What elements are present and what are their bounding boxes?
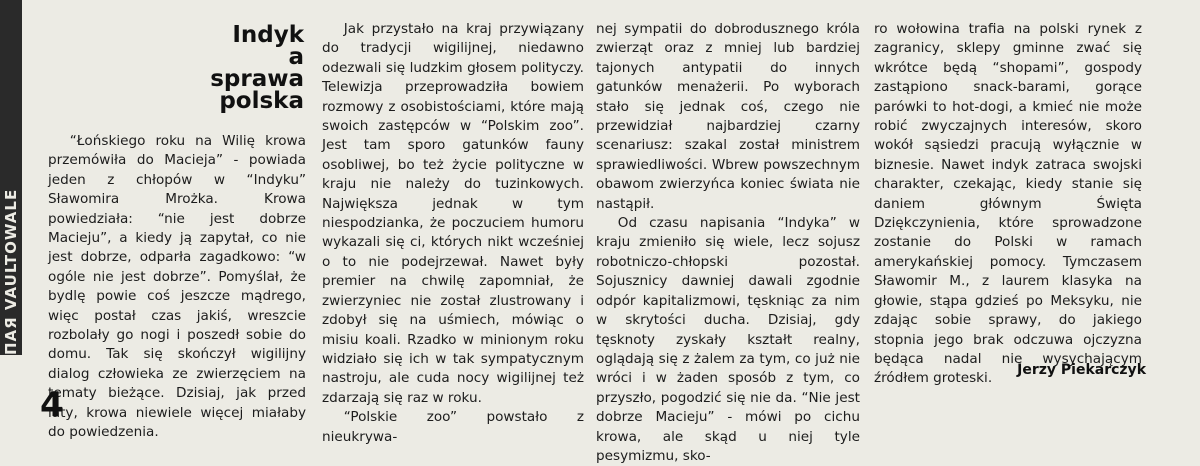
paragraph: ro wołowina trafia na polski rynek z zagranicy, sklepy gminne zwać się wkrótce będą “shopami”, gospody zastąpiono snack-barami, gorące parówki to hot-dogi, a kmieć nie może robić zwyczajnych interesów, skoro wokół sąsiedzi pracują wyłącznie w biznesie. Nawet indyk zatraca swojski charakter, czekając, kiedy stanie się daniem głównym Święta Dziękczynienia, które sprowadzone zostanie do Polski w ramach amerykańskiej pomocy. Tymczasem Sławomir M., z laurem klasyka na głowie, stąpa gdzieś po Meksyku, nie zdając sobie sprawy, do jakiego stopnia jego brak odczuwa ojczyzna będąca nadal nie wysychającym źródłem groteski. xyxy=(874,21,1142,387)
title-line: Indyk xyxy=(232,22,304,48)
paragraph: nej sympatii do dobrodusznego króla zwierząt oraz z mniej lub bardziej tajonych antypatii do innych gatunków menażerii. Po wyborach stało się jednak coś, czego nie przewidział najbardziej czarny scenariusz: szakal został ministrem sprawiedliwości. Wbrew powszechnym obawom zwierzyńca koniec świata nie nastąpił. xyxy=(596,21,860,212)
article-column-3 xyxy=(596,20,860,466)
section-spine xyxy=(0,0,22,355)
paragraph: Od czasu napisania “Indyka” w kraju zmieniło się wiele, lecz sojusz robotniczo-chłopski pozostał. Sojusznicy dawniej dawali zgodnie odpór kapitalizmowi, tęskniąc za nim w skrytości ducha. Dzisiaj, gdy tęsknoty zyskały kształt realny, oglądają się z żalem za tym, co już nie wróci i w żaden sposób z tym, co przyszło, pogodzić się nie da. “Nie jest dobrze Macieju” - mówi po cichu krowa, ale skąd u niej tyle pesymizmu, sko- xyxy=(596,215,860,464)
article-column-1 xyxy=(48,132,306,443)
article-column-2 xyxy=(322,20,584,447)
paragraph: “Łońskiego roku na Wilię krowa przemówiła do Macieja” - powiada jeden z chłopów w “Indyku” Sławomira Mrożka. Krowa powiedziała: “nie jest dobrze Macieju”, a kiedy ją zapytał, co nie jest dobrze, odparła zagadkowo: “w ogóle nie jest dobrze”. Pomyślał, że bydlę powie coś jeszcze mądrego, więc postał czas jakiś, wreszcie rozbolały go nogi i poszedł sobie do domu. Tak się skończył wigilijny dialog człowieka ze zwierzęciem na tematy bieżące. Dzisiaj, jak przed laty, krowa niewiele więcej miałaby do powiedzenia. xyxy=(48,133,306,441)
page-number: 4 xyxy=(40,385,64,425)
author-byline: Jerzy Piekarczyk xyxy=(1017,362,1146,378)
article-column-4 xyxy=(874,20,1142,389)
title-line: polska xyxy=(219,88,304,114)
title-line: sprawa xyxy=(210,66,304,92)
paragraph: “Polskie zoo” powstało z nieukrywa- xyxy=(322,409,584,445)
article-title xyxy=(190,24,304,112)
paragraph: Jak przystało na kraj przywiązany do tradycji wigilijnej, niedawno odezwali się ludzkim głosem polityczy. Telewizja przeprowadziła bowiem rozmowy z osobistościami, które mają swoich zastępców w “Polskim zoo”. Jest tam sporo gatunków fauny osobliwej, bo też życie polityczne w kraju nie należy do tuzinkowych. Największa jednak w tym niespodzianka, że poczuciem humoru wykazali się ci, których nikt wcześniej o to nie podejrzewał. Nawet były premier na chwilę zapomniał, że zwierzyniec nie został zlustrowany i zdobył się na uśmiech, mówiąc o misiu koali. Rzadko w minionym roku widziało się ich w tak sympatycznym nastroju, ale cuda nocy wigilijnej też zdarzają się raz w roku. xyxy=(322,21,584,406)
title-line: a xyxy=(288,44,304,70)
section-spine-label: ПАЯ VAULTOWALE xyxy=(2,188,20,355)
